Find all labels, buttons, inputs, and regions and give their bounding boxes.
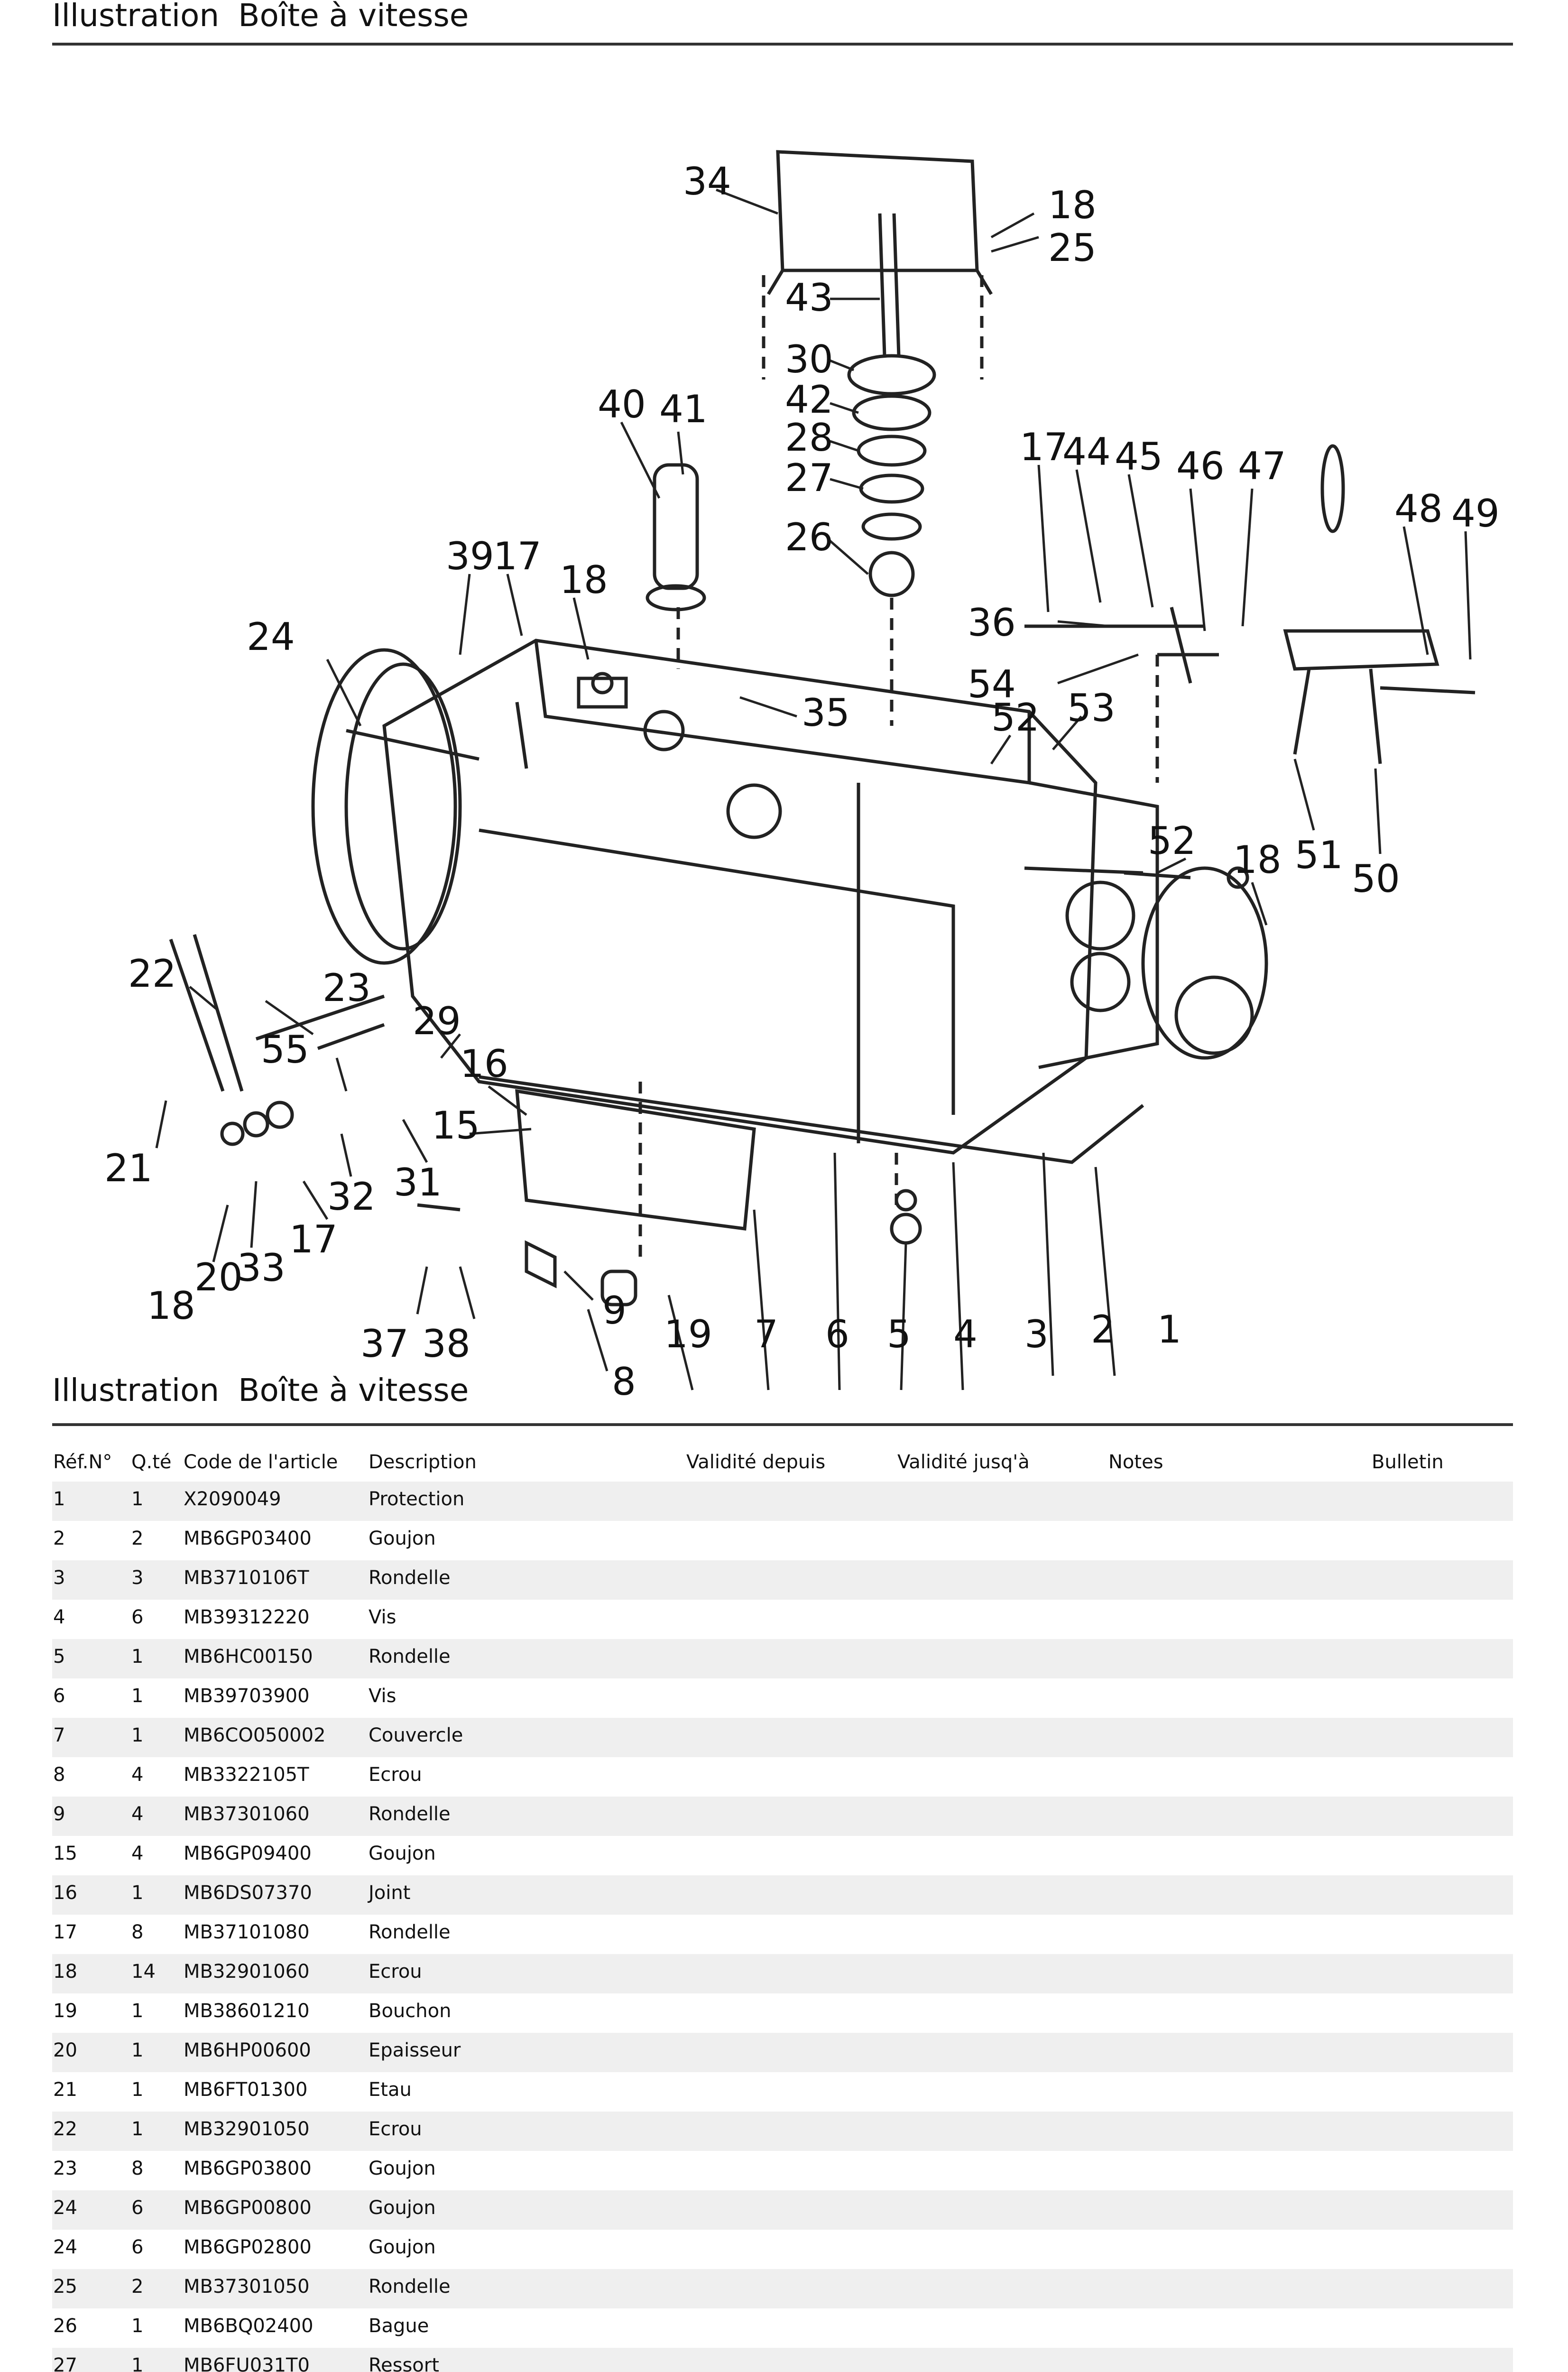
table-row <box>52 2230 1513 2269</box>
callout-17: 17 <box>1020 425 1068 469</box>
cell-bulletin <box>1371 1797 1513 1836</box>
cell-qty: 1 <box>131 2315 144 2337</box>
callout-22: 22 <box>128 952 176 996</box>
cell-qty: 8 <box>131 2158 144 2179</box>
callout-32: 32 <box>327 1175 376 1219</box>
cell-bulletin <box>1371 1915 1513 1954</box>
cell-notes <box>1107 1954 1371 1993</box>
table-row <box>52 1757 1513 1797</box>
cell-valid-from <box>685 2151 896 2190</box>
callout-34: 34 <box>683 159 731 204</box>
callout-48: 48 <box>1394 487 1443 531</box>
cell-code: MB6HC00150 <box>183 1639 368 1678</box>
cell-description: Rondelle <box>368 1560 685 1600</box>
callout-26: 26 <box>785 515 833 559</box>
cell-ref: 23 <box>53 2158 77 2179</box>
parts-table-1 <box>52 1442 1513 2372</box>
cell-code: MB6GP03400 <box>184 1528 312 1549</box>
table-row <box>52 1797 1513 1836</box>
callout-39: 39 <box>446 534 494 578</box>
cell-qty: 1 <box>131 2000 144 2022</box>
col-code: Code de l'article <box>184 1451 338 1473</box>
cell-bulletin <box>1371 2072 1513 2112</box>
table-row <box>52 2308 1513 2348</box>
cell-description: Rondelle <box>368 2269 685 2308</box>
cell-valid-to <box>896 1875 1107 1915</box>
cell-notes <box>1107 1915 1371 1954</box>
cell-valid-to <box>896 1718 1107 1757</box>
cell-valid-to <box>896 2269 1107 2308</box>
cell-notes <box>1107 1678 1371 1718</box>
cell-bulletin <box>1371 1639 1513 1678</box>
table-row <box>52 1560 1513 1600</box>
cell-description: Rondelle <box>369 1921 451 1943</box>
callout-28: 28 <box>785 416 833 460</box>
cell-valid-to <box>896 1639 1107 1678</box>
cell-bulletin <box>1371 1993 1513 2033</box>
col-description: Description <box>369 1451 477 1473</box>
cell-description: Rondelle <box>368 1639 685 1678</box>
cell-code: MB32901060 <box>183 1954 368 1993</box>
col-bulletin: Bulletin <box>1372 1451 1444 1473</box>
cell-code: MB6GP02800 <box>184 2236 312 2258</box>
cell-code: MB6BQ02400 <box>184 2315 314 2337</box>
cell-notes <box>1107 2151 1371 2190</box>
cell-valid-to <box>896 2112 1107 2151</box>
cell-ref: 8 <box>53 1764 65 1786</box>
cell-ref: 24 <box>53 2236 77 2258</box>
cell-code: MB6GP03800 <box>184 2158 312 2179</box>
cell-ref: 9 <box>52 1797 130 1836</box>
callout-41: 41 <box>659 387 708 431</box>
cell-ref: 4 <box>53 1606 65 1628</box>
cell-ref: 16 <box>52 1875 130 1915</box>
cell-notes <box>1107 1560 1371 1600</box>
cell-description: Goujon <box>369 1843 436 1864</box>
cell-valid-to <box>896 1797 1107 1836</box>
cell-valid-from <box>685 1560 896 1600</box>
cell-ref: 20 <box>52 2033 130 2072</box>
cell-qty: 1 <box>130 1482 183 1521</box>
cell-ref: 26 <box>53 2315 77 2337</box>
cell-description: Rondelle <box>368 1797 685 1836</box>
callout-6: 6 <box>825 1312 849 1356</box>
cell-valid-from <box>685 2230 896 2269</box>
cell-qty: 1 <box>130 1718 183 1757</box>
callout-37: 37 <box>360 1322 409 1366</box>
cell-notes <box>1107 1757 1371 1797</box>
callout-47: 47 <box>1238 444 1286 488</box>
cell-valid-from <box>685 1836 896 1875</box>
callout-9: 9 <box>602 1288 627 1333</box>
callout-55: 55 <box>261 1028 309 1072</box>
cell-bulletin <box>1371 1875 1513 1915</box>
cell-code: MB6CO050002 <box>183 1718 368 1757</box>
callout-38: 38 <box>422 1322 470 1366</box>
cell-description: Couvercle <box>368 1718 685 1757</box>
cell-notes <box>1107 1718 1371 1757</box>
cell-qty: 6 <box>130 2190 183 2230</box>
cell-description: Etau <box>369 2079 412 2101</box>
cell-description: Goujon <box>369 2158 436 2179</box>
cell-bulletin <box>1371 1757 1513 1797</box>
cell-valid-from <box>685 1639 896 1678</box>
cell-qty: 8 <box>131 1921 144 1943</box>
cell-qty: 4 <box>131 1843 144 1864</box>
table-row <box>52 2190 1513 2230</box>
cell-valid-from <box>685 1993 896 2033</box>
callout-15: 15 <box>432 1103 480 1148</box>
callout-40: 40 <box>598 382 646 426</box>
cell-valid-to <box>896 2348 1107 2372</box>
cell-valid-from <box>685 2308 896 2348</box>
table-header-row <box>52 1442 1513 1482</box>
cell-code: MB3710106T <box>183 1560 368 1600</box>
callout-30: 30 <box>785 337 833 381</box>
table-row <box>52 1482 1513 1521</box>
cell-valid-from <box>685 2348 896 2372</box>
cell-valid-from <box>685 2033 896 2072</box>
cell-ref: 24 <box>52 2190 130 2230</box>
cell-notes <box>1107 2190 1371 2230</box>
cell-description: Vis <box>369 1685 397 1707</box>
table-row <box>52 1639 1513 1678</box>
cell-notes <box>1107 1521 1371 1560</box>
callout-53: 53 <box>1067 686 1116 730</box>
cell-ref: 7 <box>52 1718 130 1757</box>
callout-43: 43 <box>785 276 833 320</box>
cell-description: Ecrou <box>368 1954 685 1993</box>
table-row <box>52 2033 1513 2072</box>
cell-notes <box>1107 2072 1371 2112</box>
callout-23: 23 <box>323 966 371 1010</box>
col-ref: Réf.N° <box>53 1451 112 1473</box>
callout-2: 2 <box>1091 1307 1115 1352</box>
cell-description: Goujon <box>369 2236 436 2258</box>
cell-qty: 14 <box>130 1954 183 1993</box>
callout-25: 25 <box>1048 226 1097 270</box>
cell-valid-to <box>896 1521 1107 1560</box>
callout-18: 18 <box>147 1284 195 1328</box>
col-valid-from: Validité depuis <box>686 1451 826 1473</box>
cell-valid-to <box>896 2151 1107 2190</box>
cell-ref: 25 <box>52 2269 130 2308</box>
cell-code: MB6GP00800 <box>183 2190 368 2230</box>
cell-valid-to <box>896 1757 1107 1797</box>
cell-bulletin <box>1371 1718 1513 1757</box>
cell-ref: 21 <box>53 2079 77 2101</box>
callout-42: 42 <box>785 378 833 422</box>
cell-notes <box>1107 1875 1371 1915</box>
cell-valid-to <box>896 2230 1107 2269</box>
cell-ref: 19 <box>53 2000 77 2022</box>
cell-valid-from <box>685 1482 896 1521</box>
cell-bulletin <box>1371 2230 1513 2269</box>
cell-valid-from <box>685 1797 896 1836</box>
cell-notes <box>1107 1600 1371 1639</box>
cell-bulletin <box>1371 1678 1513 1718</box>
cell-qty: 1 <box>130 1639 183 1678</box>
callout-17: 17 <box>289 1217 338 1261</box>
cell-valid-from <box>685 1757 896 1797</box>
callout-50: 50 <box>1352 857 1400 901</box>
cell-bulletin <box>1371 2348 1513 2372</box>
cell-code: MB6DS07370 <box>183 1875 368 1915</box>
section-label: Illustration <box>52 1372 220 1408</box>
cell-description: Epaisseur <box>368 2033 685 2072</box>
cell-bulletin <box>1371 1954 1513 1993</box>
cell-bulletin <box>1371 1560 1513 1600</box>
callout-51: 51 <box>1295 833 1343 877</box>
callout-44: 44 <box>1062 430 1111 474</box>
callout-5: 5 <box>887 1312 911 1356</box>
cell-bulletin <box>1371 1521 1513 1560</box>
cell-description: Vis <box>369 1606 397 1628</box>
cell-description: Ecrou <box>369 1764 422 1786</box>
cell-valid-from <box>685 2269 896 2308</box>
table-row <box>52 1915 1513 1954</box>
table-row <box>52 1875 1513 1915</box>
table-row <box>52 1993 1513 2033</box>
col-qty: Q.té <box>131 1451 172 1473</box>
table-row <box>52 1600 1513 1639</box>
cell-code: MB6FT01300 <box>184 2079 308 2101</box>
cell-notes <box>1107 2348 1371 2372</box>
cell-valid-to <box>896 1560 1107 1600</box>
cell-qty: 3 <box>130 1560 183 1600</box>
cell-valid-to <box>896 2072 1107 2112</box>
cell-notes <box>1107 2230 1371 2269</box>
table-row <box>52 2269 1513 2308</box>
cell-ref: 22 <box>52 2112 130 2151</box>
cell-qty: 1 <box>131 1685 144 1707</box>
cell-qty: 6 <box>131 2236 144 2258</box>
cell-valid-from <box>685 2190 896 2230</box>
callout-46: 46 <box>1176 444 1225 488</box>
cell-valid-to <box>896 1678 1107 1718</box>
cell-valid-from <box>685 2072 896 2112</box>
cell-valid-to <box>896 2308 1107 2348</box>
cell-valid-to <box>896 1836 1107 1875</box>
callout-29: 29 <box>413 999 461 1043</box>
section-header <box>52 1372 1513 1426</box>
callout-20: 20 <box>194 1255 243 1299</box>
callout-24: 24 <box>247 615 295 659</box>
cell-notes <box>1107 2269 1371 2308</box>
callout-18: 18 <box>560 558 608 602</box>
cell-bulletin <box>1371 1600 1513 1639</box>
cell-notes <box>1107 2112 1371 2151</box>
cell-description: Bouchon <box>369 2000 452 2022</box>
cell-code: MB39703900 <box>184 1685 310 1707</box>
cell-valid-to <box>896 2190 1107 2230</box>
cell-code: MB6FU031T0 <box>183 2348 368 2372</box>
section-header <box>52 0 1513 46</box>
cell-notes <box>1107 2308 1371 2348</box>
cell-code: MB32901050 <box>183 2112 368 2151</box>
cell-code: MB39312220 <box>184 1606 310 1628</box>
cell-description: Protection <box>368 1482 685 1521</box>
cell-description: Joint <box>368 1875 685 1915</box>
cell-code: MB6GP09400 <box>184 1843 312 1864</box>
cell-notes <box>1107 1639 1371 1678</box>
callout-52: 52 <box>991 695 1040 740</box>
cell-bulletin <box>1371 2190 1513 2230</box>
cell-bulletin <box>1371 2308 1513 2348</box>
cell-valid-to <box>896 1993 1107 2033</box>
cell-code: MB6HP00600 <box>183 2033 368 2072</box>
col-valid-to: Validité jusq'à <box>897 1451 1030 1473</box>
cell-qty: 1 <box>130 2348 183 2372</box>
cell-notes <box>1107 1993 1371 2033</box>
cell-valid-from <box>685 1954 896 1993</box>
cell-valid-from <box>685 1600 896 1639</box>
cell-notes <box>1107 2033 1371 2072</box>
table-row <box>52 2348 1513 2372</box>
callout-35: 35 <box>802 691 850 735</box>
callout-36: 36 <box>968 601 1016 645</box>
cell-valid-from <box>685 2112 896 2151</box>
cell-qty: 2 <box>131 1528 144 1549</box>
cell-bulletin <box>1371 2112 1513 2151</box>
cell-qty: 4 <box>130 1797 183 1836</box>
cell-qty: 1 <box>131 2079 144 2101</box>
callout-27: 27 <box>785 456 833 500</box>
callout-4: 4 <box>953 1312 978 1356</box>
section-title: Boîte à vitesse <box>238 0 469 34</box>
callout-7: 7 <box>754 1312 778 1356</box>
cell-code: MB3322105T <box>184 1764 309 1786</box>
table-row <box>52 1521 1513 1560</box>
cell-qty: 1 <box>130 1875 183 1915</box>
cell-valid-to <box>896 1600 1107 1639</box>
cell-valid-to <box>896 1482 1107 1521</box>
cell-bulletin <box>1371 2033 1513 2072</box>
cell-ref: 6 <box>53 1685 65 1707</box>
cell-valid-from <box>685 1678 896 1718</box>
section-title: Boîte à vitesse <box>238 1372 469 1408</box>
callout-49: 49 <box>1451 491 1500 536</box>
cell-code: X2090049 <box>183 1482 368 1521</box>
callout-33: 33 <box>237 1246 286 1290</box>
cell-valid-from <box>685 1521 896 1560</box>
table-row <box>52 1836 1513 1875</box>
cell-valid-to <box>896 1954 1107 1993</box>
callout-19: 19 <box>664 1312 712 1356</box>
cell-description: Ecrou <box>368 2112 685 2151</box>
callout-8: 8 <box>612 1360 636 1404</box>
cell-code: MB37101080 <box>184 1921 310 1943</box>
callout-45: 45 <box>1115 435 1163 479</box>
cell-ref: 27 <box>52 2348 130 2372</box>
cell-qty: 2 <box>130 2269 183 2308</box>
table-row <box>52 2072 1513 2112</box>
cell-notes <box>1107 1482 1371 1521</box>
cell-valid-from <box>685 1875 896 1915</box>
cell-bulletin <box>1371 2269 1513 2308</box>
cell-valid-from <box>685 1915 896 1954</box>
cell-ref: 17 <box>53 1921 77 1943</box>
callout-1: 1 <box>1157 1307 1181 1352</box>
cell-ref: 15 <box>53 1843 77 1864</box>
cell-code: MB38601210 <box>184 2000 310 2022</box>
cell-ref: 3 <box>52 1560 130 1600</box>
callout-52: 52 <box>1148 819 1196 863</box>
cell-valid-to <box>896 1915 1107 1954</box>
callout-21: 21 <box>104 1146 153 1190</box>
cell-description: Bague <box>369 2315 429 2337</box>
callout-18: 18 <box>1233 838 1282 882</box>
section-label: Illustration <box>52 0 220 34</box>
cell-code: MB37301060 <box>183 1797 368 1836</box>
cell-bulletin <box>1371 1482 1513 1521</box>
cell-valid-from <box>685 1718 896 1757</box>
table-row <box>52 2112 1513 2151</box>
cell-code: MB37301050 <box>183 2269 368 2308</box>
callout-17: 17 <box>493 534 542 578</box>
callout-18: 18 <box>1048 183 1097 227</box>
table-row <box>52 1718 1513 1757</box>
cell-description: Goujon <box>369 1528 436 1549</box>
callout-31: 31 <box>394 1160 442 1205</box>
cell-qty: 4 <box>131 1764 144 1786</box>
cell-bulletin <box>1371 1836 1513 1875</box>
cell-ref: 2 <box>53 1528 65 1549</box>
cell-description: Goujon <box>368 2190 685 2230</box>
cell-notes <box>1107 1836 1371 1875</box>
table-row <box>52 1678 1513 1718</box>
cell-valid-to <box>896 2033 1107 2072</box>
cell-ref: 1 <box>52 1482 130 1521</box>
cell-qty: 6 <box>131 1606 144 1628</box>
col-notes: Notes <box>1108 1451 1163 1473</box>
cell-description: Ressort <box>368 2348 685 2372</box>
cell-ref: 5 <box>52 1639 130 1678</box>
cell-ref: 18 <box>52 1954 130 1993</box>
callout-16: 16 <box>460 1042 508 1086</box>
table-row <box>52 1954 1513 1993</box>
cell-qty: 1 <box>130 2033 183 2072</box>
callout-54: 54 <box>968 662 1016 706</box>
table-row <box>52 2151 1513 2190</box>
cell-qty: 1 <box>130 2112 183 2151</box>
cell-bulletin <box>1371 2151 1513 2190</box>
cell-notes <box>1107 1797 1371 1836</box>
callout-3: 3 <box>1024 1312 1049 1356</box>
parts-table-body <box>52 1482 1513 2372</box>
